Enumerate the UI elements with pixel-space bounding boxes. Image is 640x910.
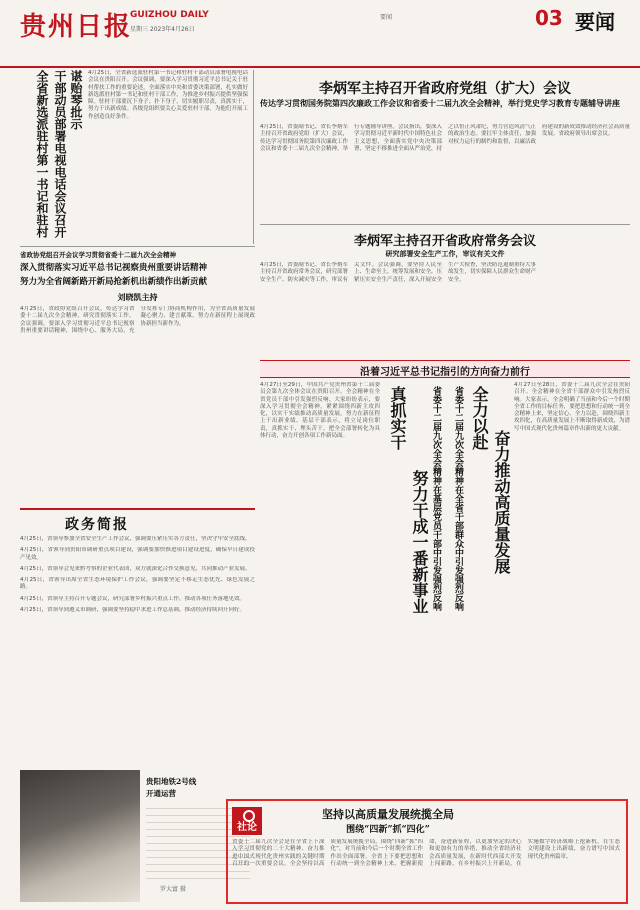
banner bbox=[260, 360, 630, 378]
top-nav: 要闻 bbox=[380, 14, 393, 21]
left-story-headline bbox=[20, 70, 82, 240]
editorial-tag bbox=[232, 807, 262, 835]
editorial-title: 坚持以高质量发展统揽全局 bbox=[322, 808, 454, 821]
newspaper-logo: 贵州日报 bbox=[20, 12, 133, 42]
brief-list bbox=[20, 536, 255, 766]
vert-right-body: 4月27日至28日，省委十二届九次全会在贵阳召开。全会精神在全省干部群众中引发热烈反响。大家表示，全会明确了当前和今后一个时期全省工作的目标任务，要把思想和行动统一到全会精神上来，坚定信心、全力以赴，围绕四新主攻四化，在高质量发展上不断取得新成效，为谱写中国式现代化贵州篇章作出新的更大贡献。 bbox=[514, 382, 630, 432]
editorial-tag-text: 社论 bbox=[237, 822, 257, 833]
issue-date: 星期三 2023年4月26日 bbox=[130, 26, 195, 33]
brief-title: 政务简报 bbox=[65, 517, 129, 533]
page-number: 03 bbox=[535, 6, 563, 30]
masthead bbox=[0, 0, 640, 68]
brief-item: 4月25日，省领导会见来黔考察的企业代表团，双方就深化合作交换意见，共同推动产业发展。 bbox=[20, 565, 251, 572]
standing-meeting-subtitle: 研究部署安全生产工作，审议有关文件 bbox=[385, 249, 505, 258]
photo-caption-sub: 开通运营 bbox=[146, 789, 176, 798]
left-story-headline-b: 干部动员部署电视电话会议召开 bbox=[53, 70, 67, 238]
mid-left-body: 4月25日，省政协党组召开会议，传达学习省委十二届九次全会精神，研究贯彻落实工作。会议强调，要深入学习贯彻习近平总书记视察贵州重要讲话精神，围绕中心、服务大局，充分发挥专门协商机构作用，为全省高质量发展凝心聚力、建言献策，努力在新征程上展现政协新担当新作为。 bbox=[20, 306, 255, 334]
mid-left-kicker: 省政协党组召开会议学习贯彻省委十二届九次全会精神 bbox=[20, 251, 176, 259]
brief-item: 4月25日，省领导出席全省生态环境保护工作会议，强调要坚定不移走生态优先、绿色发展之路。 bbox=[20, 577, 255, 591]
photo-caption-title: 贵阳地铁2号线 bbox=[146, 777, 197, 786]
mid-left-headline-a: 深入贯彻落实习近平总书记视察贵州重要讲话精神 bbox=[20, 263, 208, 273]
vert-left-deck: 省委十二届九次全会精神在基层党员干部中引发强烈反响 bbox=[431, 386, 441, 611]
top-story-body: 4月25日，省委副书记、省长李炳军主持召开省政府党组（扩大）会议，传达学习贯彻国务院第四次廉政工作会议和省委十二届九次全会精神，举行专题辅导讲座。会议指出，要深入学习贯彻习近平新时代中国特色社会主义思想，全面落实党中央决策部署，坚定不移推进全面从严治党，持之以恒正风肃纪，努力营造风清气正的政治生态。要扛牢主体责任，加强对权力运行的制约和监督，以廉洁政府建设的新成效推动经济社会高质量发展。省政府领导出席会议。 bbox=[260, 124, 630, 152]
left-story-body: 4月25日，全省新选派驻村第一书记和驻村干部动员部署电视电话会议在贵阳召开。会议强调，要深入学习贯彻习近平总书记关于驻村帮扶工作的重要论述，全面落实中央和省委决策部署，扎实做好新选派驻村第一书记和驻村干部工作，为推进乡村振兴提供坚强保障。驻村干部要沉下身子、扑下身子，切实履职尽责，真抓实干，努力干出新成绩。各级党组织要关心关爱驻村干部，为他们开展工作创造良好条件。 bbox=[88, 70, 248, 120]
standing-meeting-title: 李炳军主持召开省政府常务会议 bbox=[353, 234, 536, 249]
mid-left-headline-b: 努力为全省阔新路开新局抢新机出新绩作出新贡献 bbox=[20, 277, 208, 287]
brief-item: 4月25日，省领导到贵阳市调研重点项目建设，强调要加快推进项目建设进度，确保早日建成投产见效。 bbox=[20, 547, 255, 561]
left-story-headline-a: 谌贻琴批示 bbox=[69, 70, 83, 130]
left-story-headline-c: 全省新选派驻村第一书记和驻村 bbox=[35, 70, 49, 238]
section-divider bbox=[260, 224, 630, 225]
brief-rule bbox=[20, 508, 255, 510]
top-story-title: 李炳军主持召开省政府党组（扩大）会议 bbox=[319, 81, 571, 97]
brief-item: 4月25日，省领导主持召开专题会议，研究部署乡村振兴重点工作，推动各项任务落地见效。 bbox=[20, 595, 246, 602]
vert-right-headline-a: 全力以赴 bbox=[470, 386, 489, 450]
newspaper-logo-en: GUIZHOU DAILY bbox=[130, 10, 209, 20]
editorial-emblem-icon bbox=[243, 810, 255, 822]
section-divider bbox=[20, 246, 255, 247]
standing-meeting-body: 4月25日，省委副书记、省长李炳军主持召开省政府常务会议，研究部署安全生产、防灾减灾等工作，审议有关文件。会议强调，要坚持人民至上、生命至上，统筹发展和安全，压紧压实安全生产责任，深入开展安全生产大检查，坚决防范遏制重特大事故发生，切实保障人民群众生命财产安全。 bbox=[260, 262, 537, 283]
top-story-subtitle: 传达学习贯彻国务院第四次廉政工作会议和省委十二届九次全会精神，举行党史学习教育专题辅导讲座 bbox=[260, 98, 620, 108]
banner-text: 沿着习近平总书记指引的方向奋力前行 bbox=[360, 367, 530, 378]
photo-credit: 罗大富 摄 bbox=[160, 886, 186, 893]
mid-left-author: 刘晓凯主持 bbox=[117, 292, 158, 302]
page-section-name: 要闻 bbox=[575, 10, 615, 34]
vert-left-body: 4月27日至29日，中国共产党贵州省第十二届委员会第九次全体会议在贵阳召开。全会精神在全省党员干部中引发强烈反响。大家纷纷表示，要深入学习贯彻全会精神，紧紧围绕四新主攻四化，以实干实绩推动高质量发展，努力在新征程上干出新业绩。基层干部表示，将立足岗位职责，真抓实干、埋头苦干，把全会部署转化为具体行动，奋力开创各项工作新局面。 bbox=[260, 382, 380, 440]
column-divider bbox=[253, 70, 254, 244]
editorial-box bbox=[226, 799, 628, 904]
editorial-subtitle: 围绕“四新”抓“四化” bbox=[346, 825, 430, 835]
vert-left-headline-b: 努力干成一番新事业 bbox=[410, 470, 429, 614]
editorial-body: 省委十二届九次全会是在全省上下深入学习贯彻党的二十大精神、奋力推进中国式现代化贵州实践的关键时期召开的一次重要会议。全会坚持以高质量发展统揽全局，围绕“四新”抓“四化”，对当前和今后一个时期全省工作作出全面部署。全省上下要把思想和行动统一到全会精神上来，把握新使命，奋进新征程，以更加坚定的决心和更加有力的举措，推动全省经济社会高质量发展，在新时代西部大开发上闯新路，在乡村振兴上开新局，在实施数字经济战略上抢新机，在生态文明建设上出新绩，奋力谱写中国式现代化贵州篇章。 bbox=[232, 839, 620, 867]
vert-right-deck: 省委十二届九次全会精神在全省干部群众中引发强烈反响 bbox=[453, 386, 463, 611]
brief-item: 4月25日，省领导参加全省安全生产工作会议，强调要压紧压实各方责任，坚决守牢安全底线。 bbox=[20, 536, 251, 542]
vert-right-headline-b: 奋力推动高质量发展 bbox=[492, 430, 511, 574]
brief-item: 4月25日，省领导到遵义市调研，强调要坚持稳中求进工作总基调，推动经济持续回升向好。 bbox=[20, 607, 246, 614]
vert-left-headline-a: 真抓实干 bbox=[388, 386, 407, 450]
metro-photo bbox=[20, 770, 140, 902]
